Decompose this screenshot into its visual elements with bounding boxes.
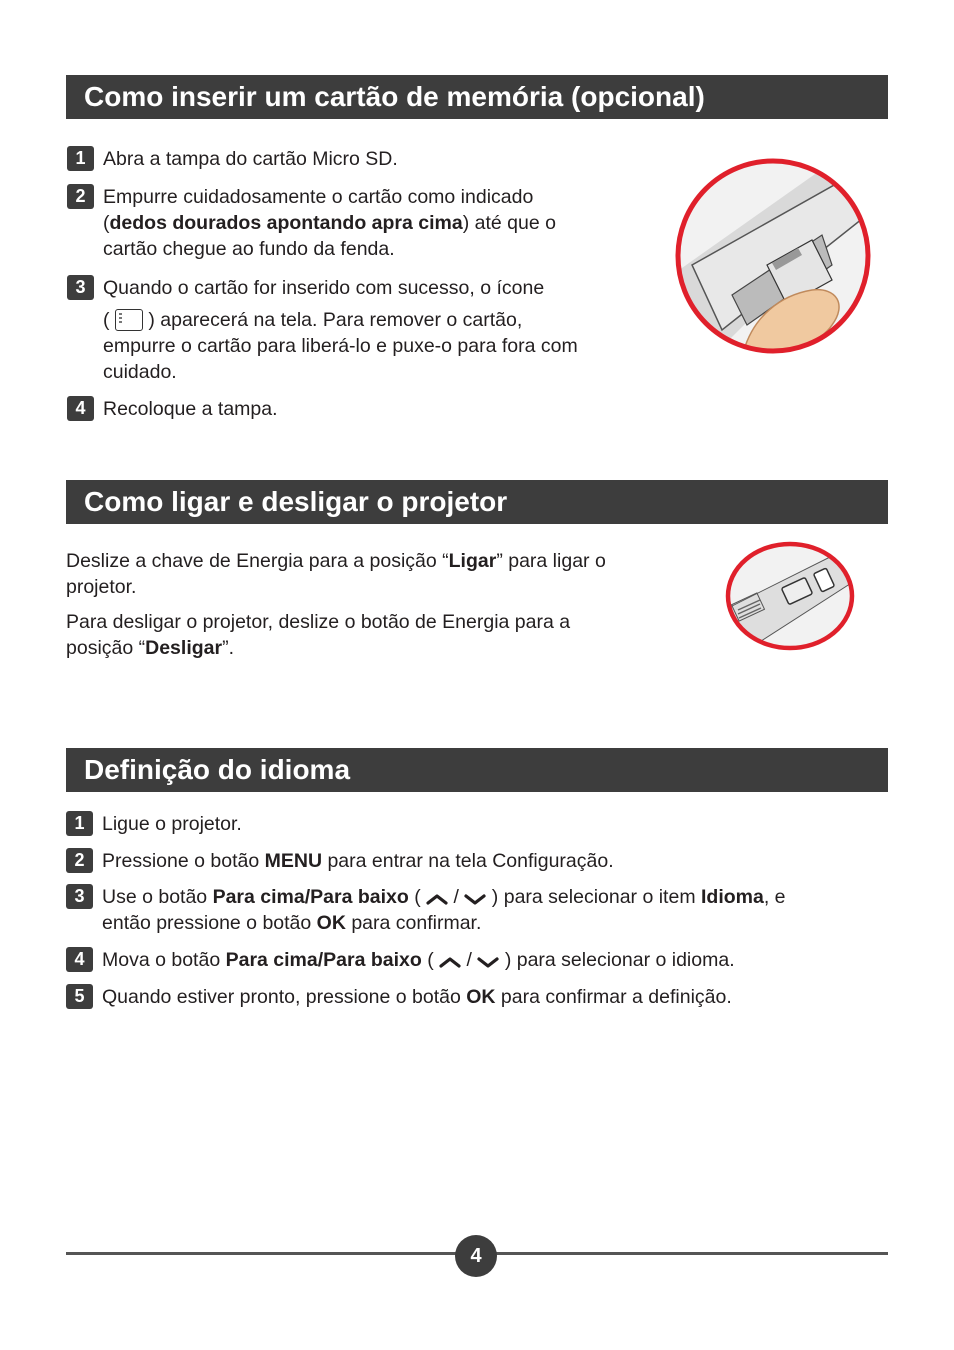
- step-text: (: [103, 309, 110, 331]
- step-number: 4: [66, 947, 93, 972]
- step-text: (: [408, 886, 427, 908]
- para-text: ” para ligar o: [496, 550, 606, 572]
- step-number: 2: [66, 848, 93, 873]
- chevron-up-icon: [439, 955, 461, 969]
- power-paragraph-off: [66, 609, 686, 661]
- step-text-line: Empurre cuidadosamente o cartão como indicado: [103, 186, 534, 208]
- step-text: /: [461, 949, 478, 971]
- step-text: ) para selecionar o idioma.: [499, 949, 735, 971]
- step-number: 3: [67, 275, 94, 300]
- power-switch-illustration: [724, 540, 856, 652]
- step-text: Ligue o projetor.: [102, 813, 242, 835]
- step-text: Pressione o botão: [102, 850, 265, 872]
- chevron-up-icon: [426, 892, 448, 906]
- step-text: Mova o botão: [102, 949, 226, 971]
- step-text: para entrar na tela Configuração.: [322, 850, 614, 872]
- para-text-line: projetor.: [66, 576, 137, 598]
- step-text: Abra a tampa do cartão Micro SD.: [103, 148, 398, 170]
- step-text-bold: dedos dourados apontando apra cima: [109, 212, 463, 234]
- section-title-memory-card: Como inserir um cartão de memória (opcional): [66, 75, 888, 119]
- para-text-bold: Desligar: [145, 637, 223, 659]
- step-text-line: cuidado.: [103, 361, 177, 383]
- step-text-bold: Para cima/Para baixo: [225, 949, 422, 971]
- step-text: (: [103, 212, 110, 234]
- step-text: /: [448, 886, 465, 908]
- step-text: Recoloque a tampa.: [103, 398, 278, 420]
- step-text-bold: OK: [316, 912, 346, 934]
- step-number: 4: [67, 396, 94, 421]
- step-text: para confirmar a definição.: [495, 986, 732, 1008]
- step-text-bold: Para cima/Para baixo: [212, 886, 409, 908]
- step-text-line: cartão chegue ao fundo da fenda.: [103, 238, 395, 260]
- para-text-bold: Ligar: [448, 550, 497, 572]
- section-title-power: Como ligar e desligar o projetor: [66, 480, 888, 524]
- step-text: para confirmar.: [345, 912, 482, 934]
- step-number: 1: [67, 146, 94, 171]
- step-text-bold: Idioma: [701, 886, 764, 908]
- para-text-line: Para desligar o projetor, deslize o botão de Energia para a: [66, 611, 571, 633]
- page-number: 4: [455, 1235, 497, 1277]
- sd-card-icon: [115, 309, 143, 331]
- step-number: 5: [66, 984, 93, 1009]
- step-text: (: [421, 949, 440, 971]
- para-text: posição “: [66, 637, 146, 659]
- step-text-bold: OK: [466, 986, 496, 1008]
- step-text-line: Quando o cartão for inserido com sucesso, o ícone: [103, 277, 545, 299]
- sd-card-insertion-illustration: [672, 155, 874, 357]
- step-number: 3: [66, 884, 93, 909]
- step-number: 1: [66, 811, 93, 836]
- para-text: ”.: [222, 637, 234, 659]
- step-text: Use o botão: [102, 886, 213, 908]
- step-text: ) para selecionar o item: [486, 886, 701, 908]
- step-text-line: empurre o cartão para liberá-lo e puxe-o para fora com: [103, 335, 578, 357]
- step-text: ) até que o: [462, 212, 556, 234]
- chevron-down-icon: [464, 892, 486, 906]
- step-text: Quando estiver pronto, pressione o botão: [102, 986, 467, 1008]
- section-title-language: Definição do idioma: [66, 748, 888, 792]
- chevron-down-icon: [477, 955, 499, 969]
- step-text-bold: MENU: [264, 850, 323, 872]
- step-text: ) aparecerá na tela. Para remover o cartão,: [148, 309, 523, 331]
- step-text: então pressione o botão: [102, 912, 317, 934]
- step-text: , e: [763, 886, 786, 908]
- para-text: Deslize a chave de Energia para a posição “: [66, 550, 449, 572]
- step-number: 2: [67, 184, 94, 209]
- power-paragraph-on: [66, 548, 686, 600]
